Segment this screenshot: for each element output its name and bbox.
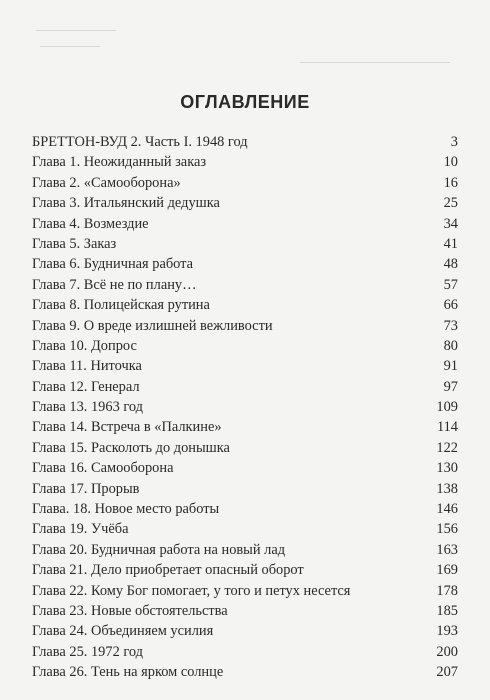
toc-entry-title: Глава 17. Прорыв: [32, 480, 140, 497]
toc-entry-page: 97: [443, 378, 458, 395]
toc-entry: [32, 438, 458, 458]
toc-entry-page: 34: [443, 215, 458, 232]
toc-entry-page: 3: [450, 134, 458, 150]
toc-entry-title: Глава 20. Будничная работа на новый лад: [32, 541, 286, 558]
toc-entry-title: Глава 10. Допрос: [32, 337, 137, 354]
toc-entry-page: 80: [443, 337, 458, 354]
toc-entry: [32, 275, 458, 295]
toc-entry: [32, 621, 458, 641]
toc-entry: [32, 254, 458, 274]
toc-entry-page: 109: [436, 399, 458, 416]
toc-entry-page: 200: [436, 643, 458, 660]
toc-entry: [32, 499, 458, 519]
toc-entry-page: 57: [443, 276, 458, 293]
toc-entry: [32, 152, 458, 172]
toc-entry-title: Глава 13. 1963 год: [32, 399, 144, 416]
toc-entry-title: Глава 6. Будничная работа: [32, 256, 194, 273]
toc-entry: [32, 132, 458, 152]
toc-entry-title: Глава 15. Расколоть до донышка: [32, 439, 230, 456]
toc-entry: [32, 417, 458, 437]
toc-entry-title: Глава 3. Итальянский дедушка: [32, 195, 220, 212]
toc-entry-title: Глава 23. Новые обстоятельства: [32, 602, 228, 619]
toc-entry-title: Глава. 18. Новое место работы: [32, 501, 220, 518]
toc-entry-page: 66: [443, 297, 458, 314]
toc-entry-page: 73: [443, 317, 458, 334]
toc-entry-page: 193: [436, 623, 458, 640]
toc-entry-page: 41: [443, 235, 458, 252]
toc-entry: [32, 214, 458, 234]
toc-entry-page: 138: [436, 480, 458, 497]
toc-entry-title: Глава 14. Встреча в «Палкине»: [32, 419, 222, 436]
toc-entry-title: Глава 26. Тень на ярком солнце: [32, 664, 224, 681]
toc-entry: [32, 458, 458, 478]
toc-entry-title: Глава 19. Учёба: [32, 521, 129, 538]
toc-entry-title: Глава 16. Самооборона: [32, 460, 174, 477]
toc-entry-page: 122: [436, 439, 458, 456]
toc-list: [32, 132, 458, 683]
toc-entry-page: 48: [443, 256, 458, 273]
toc-entry: [32, 295, 458, 315]
toc-entry: [32, 234, 458, 254]
toc-entry: [32, 397, 458, 417]
toc-entry-title: Глава 9. О вреде излишней вежливости: [32, 317, 273, 334]
toc-entry: [32, 356, 458, 376]
toc-entry: [32, 560, 458, 580]
toc-entry-title: Глава 11. Ниточка: [32, 358, 142, 375]
toc-entry-page: 163: [436, 541, 458, 558]
toc-entry: [32, 336, 458, 356]
toc-entry: [32, 173, 458, 193]
toc-entry-page: 114: [436, 419, 458, 436]
toc-entry-title: Глава 12. Генерал: [32, 378, 140, 395]
toc-entry-title: Глава 25. 1972 год: [32, 643, 144, 660]
toc-entry: [32, 540, 458, 560]
bleed-through-line: [40, 46, 100, 47]
toc-entry: [32, 601, 458, 621]
toc-entry-page: 207: [436, 664, 458, 681]
toc-entry-page: 25: [443, 195, 458, 212]
toc-entry-title: Глава 7. Всё не по плану…: [32, 276, 197, 293]
toc-entry-title: Глава 21. Дело приобретает опасный оборот: [32, 562, 304, 579]
toc-entry: [32, 642, 458, 662]
toc-entry-page: 156: [436, 521, 458, 538]
toc-entry: [32, 316, 458, 336]
bleed-through-line: [300, 62, 450, 63]
toc-entry: [32, 479, 458, 499]
toc-entry: [32, 519, 458, 539]
toc-entry-title: БРЕТТОН-ВУД 2. Часть I. 1948 год: [32, 134, 248, 150]
toc-entry-title: Глава 2. «Самооборона»: [32, 174, 181, 191]
toc-entry-page: 10: [443, 154, 458, 171]
toc-entry-title: Глава 5. Заказ: [32, 235, 117, 252]
toc-entry: [32, 193, 458, 213]
toc-entry-title: Глава 8. Полицейская рутина: [32, 297, 210, 314]
toc-heading: ОГЛАВЛЕНИЕ: [180, 92, 310, 112]
toc-entry-page: 169: [436, 562, 458, 579]
toc-entry-title: Глава 4. Возмездие: [32, 215, 149, 232]
toc-entry-page: 178: [436, 582, 458, 599]
toc-entry-title: Глава 24. Объединяем усилия: [32, 623, 214, 640]
toc-entry-title: Глава 22. Кому Бог помогает, у того и петух несется: [32, 582, 351, 599]
toc-entry-page: 16: [443, 174, 458, 191]
toc-entry-page: 91: [443, 358, 458, 375]
toc-entry: [32, 662, 458, 682]
toc-entry-page: 185: [436, 602, 458, 619]
toc-entry: [32, 377, 458, 397]
toc-entry-page: 146: [436, 501, 458, 518]
toc-entry-title: Глава 1. Неожиданный заказ: [32, 154, 207, 171]
toc-entry-page: 130: [436, 460, 458, 477]
toc-entry: [32, 581, 458, 601]
bleed-through-line: [36, 30, 116, 31]
